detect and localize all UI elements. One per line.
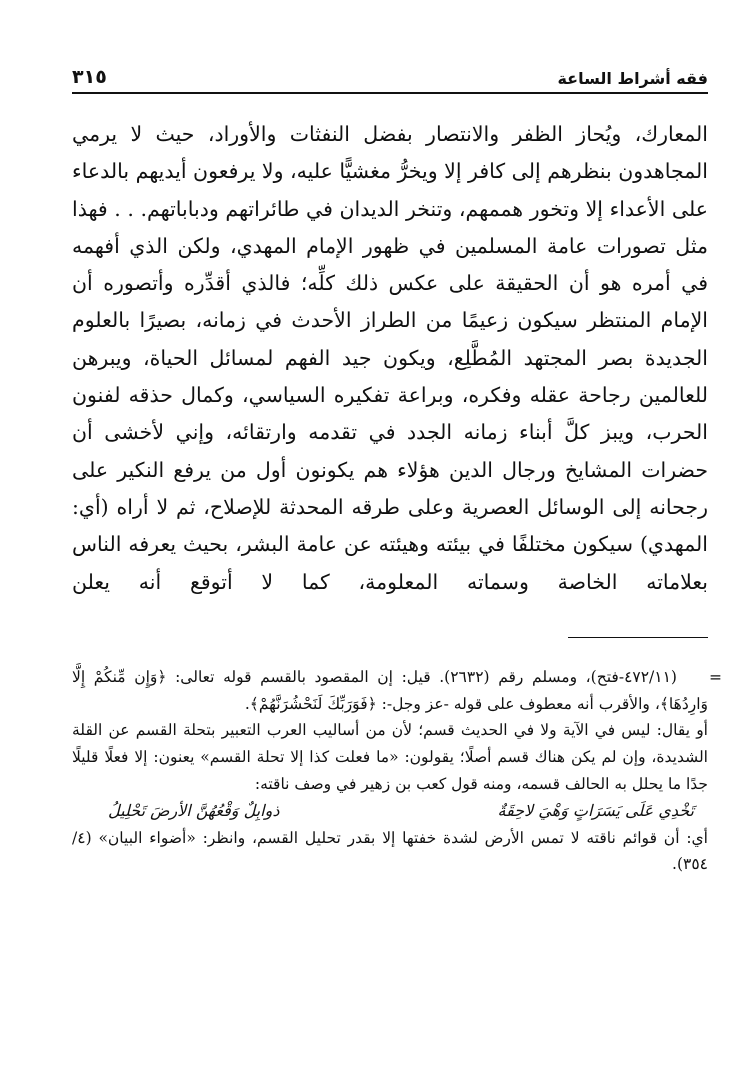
poetry-verse — [72, 798, 708, 825]
running-header — [72, 52, 708, 94]
verse-second-hemistich: ذوابِلٌ وَقْعُهُنَّ الأرضَ تَحْلِيلُ — [108, 800, 280, 820]
continuation-mark: = — [708, 667, 722, 686]
main-text — [72, 116, 708, 601]
footnote-continuation — [72, 664, 722, 718]
footnote-text-1: (٤٧٢/١١-فتح)، ومسلم رقم (٢٦٣٢). قيل: إن المقصود بالقسم قوله تعالى: ﴿وَإِن مِّنكُمْ إِلَّا وَارِدُهَا﴾، والأقرب أنه معطوف على قوله -عز وجل-: ﴿فَوَرَبِّكَ لَنَحْشُرَنَّهُمْ﴾. — [72, 667, 708, 713]
page-number: ٣١٥ — [72, 66, 107, 88]
verse-first-hemistich: تَخْدِي عَلَى يَسَرَاتٍ وَهْيَ لاحِقَةٌ — [497, 800, 694, 820]
book-page — [71, 52, 722, 878]
footnotes — [72, 664, 722, 878]
footnote-text-3: أي: أن قوائم ناقته لا تمس الأرض لشدة خفتها إلا بقدر تحليل القسم، وانظر: «أضواء البيان» (٤/ ٣٥٤). — [72, 828, 708, 874]
footnote-separator — [568, 637, 708, 638]
footnote-text-2: أو يقال: ليس في الآية ولا في الحديث قسم؛ لأن من أساليب العرب التعبير بتحلة القسم عن القلة الشديدة، وإن لم يكن هناك قسم أصلًا؛ يقولون: «ما فعلت كذا إلا تحلة القسم» يعنون: إلا فعلًا قليلًا جدًا ما يحلل به الحالف قسمه، ومنه قول كعب بن زهير في وصف ناقته: — [72, 721, 708, 794]
running-title: فقه أشراط الساعة — [557, 69, 708, 88]
body-paragraph: المعارك، ويُحاز الظفر والانتصار بفضل النفثات والأوراد، حيث لا يرمي المجاهدون بنظرهم إلى كافر إلا ويخرُّ مغشيًّا عليه، ولا يرفعون أيديهم بالدعاء على الأعداء إلا وتخور هممهم، وتنخر الديدان في طائراتهم ودباباتهم. . . فهذا مثل تصورات عامة المسلمين في ظهور الإمام المهدي، ولكن الذي أفهمه في أمره هو أن الحقيقة على عكس ذلك كلِّه؛ فالذي أقدِّره وأتصوره أن الإمام المنتظر سيكون زعيمًا من الطراز الأحدث في زمانه، بصيرًا بالعلوم الجديدة بصر المجتهد المُطَّلِع، ويكون جيد الفهم لمسائل الحياة، ويبرهن للعالمين رجاحة عقله وفكره، وبراعة تفكيره السياسي، وكمال حذقه لفنون الحرب، ويبز كلَّ أبناء زمانه الجدد في تقدمه وارتقائه، وإني لأخشى أن حضرات المشايخ ورجال الدين هؤلاء هم يكونون أول من يرفع النكير على رجحانه إلى الوسائل العصرية وعلى طرقه المحدثة للإصلاح، ثم لا أراه (أي: المهدي) سيكون مختلفًا في بيئته وهيئته عن عامة البشر، بحيث يعرفه الناس بعلاماته الخاصة وسماته المعلومة، كما لا أتوقع أنه يعلن — [71, 122, 708, 594]
